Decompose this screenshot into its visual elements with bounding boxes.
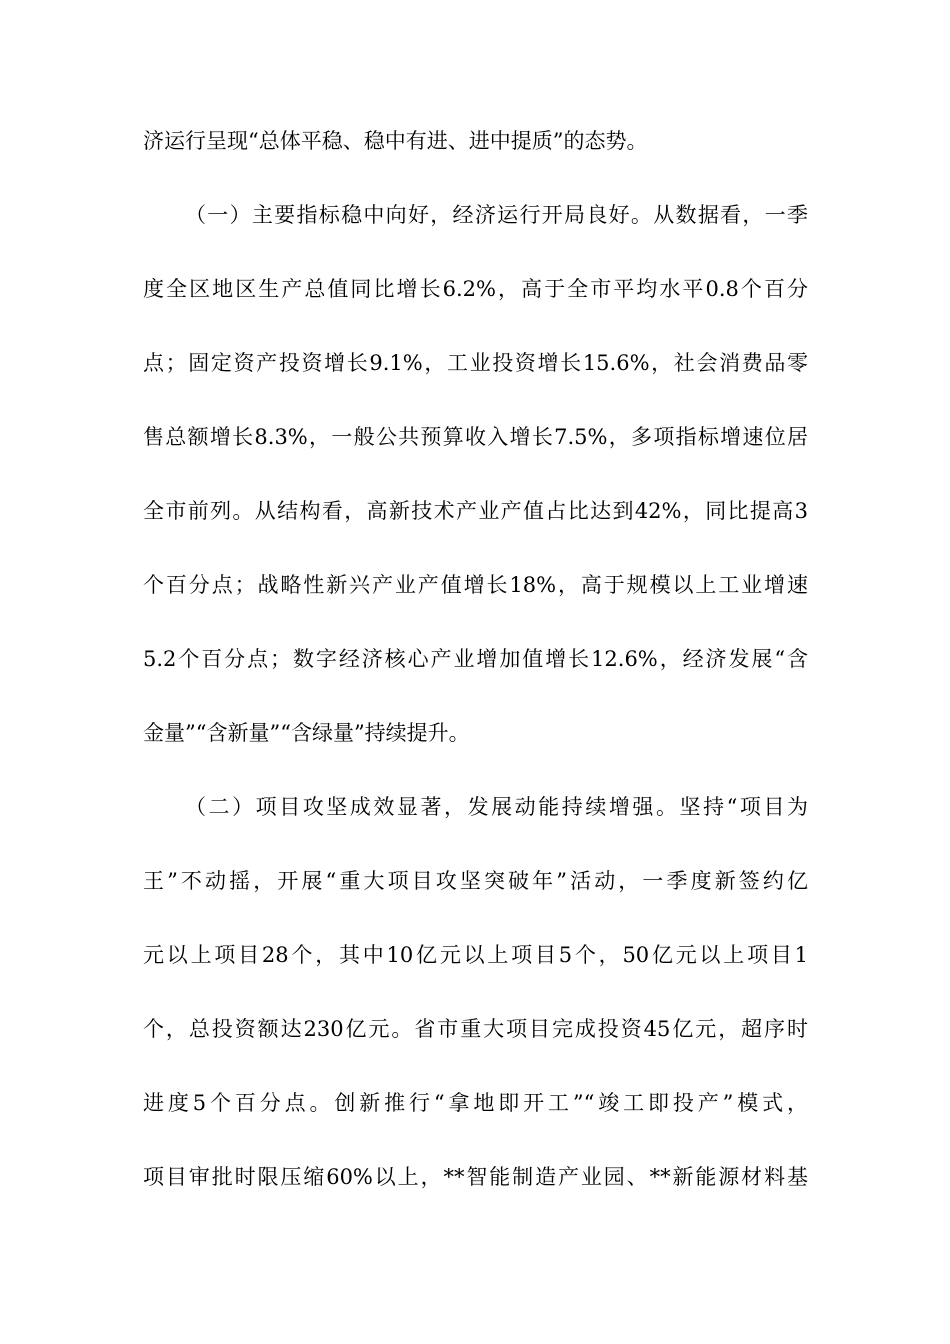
text-line: 5.2个百分点；数字经济核心产业增加值增长12.6%，经济发展“含 bbox=[143, 647, 808, 671]
text-line: 项目审批时限压缩60%以上，**智能制造产业园、**新能源材料基 bbox=[143, 1165, 808, 1189]
text-line: 点；固定资产投资增长9.1%，工业投资增长15.6%，社会消费品零 bbox=[143, 351, 808, 375]
document-body bbox=[143, 118, 808, 1228]
text-line: 度全区地区生产总值同比增长6.2%，高于全市平均水平0.8个百分 bbox=[143, 277, 808, 301]
text-line: 进度5个百分点。创新推行“拿地即开工”“竣工即投产”模式， bbox=[143, 1091, 808, 1115]
text-line: 个百分点；战略性新兴产业产值增长18%，高于规模以上工业增速 bbox=[143, 573, 808, 597]
text-line: （二）项目攻坚成效显著，发展动能持续增强。坚持“项目为 bbox=[185, 795, 808, 819]
text-line: 金量”“含新量”“含绿量”持续提升。 bbox=[143, 721, 470, 745]
text-line: 王”不动摇，开展“重大项目攻坚突破年”活动，一季度新签约亿 bbox=[143, 869, 808, 893]
text-line: （一）主要指标稳中向好，经济运行开局良好。从数据看，一季 bbox=[185, 203, 808, 227]
text-line: 全市前列。从结构看，高新技术产业产值占比达到42%，同比提高3 bbox=[143, 499, 808, 523]
text-line: 元以上项目28个，其中10亿元以上项目5个，50亿元以上项目1 bbox=[143, 943, 808, 967]
text-line: 售总额增长8.3%，一般公共预算收入增长7.5%，多项指标增速位居 bbox=[143, 425, 808, 449]
text-line: 济运行呈现“总体平稳、稳中有进、进中提质”的态势。 bbox=[143, 129, 648, 153]
text-line: 个，总投资额达230亿元。省市重大项目完成投资45亿元，超序时 bbox=[143, 1017, 808, 1041]
